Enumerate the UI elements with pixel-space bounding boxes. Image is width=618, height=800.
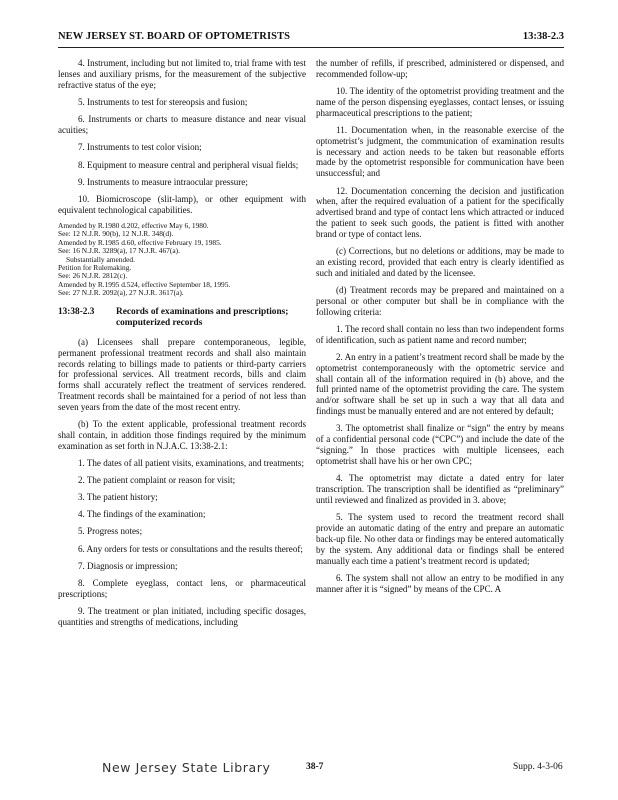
section-number: 13:38-2.3: [58, 306, 95, 317]
list-item: 2. An entry in a patient’s treatment record shall be made by the optometrist contemporaneously with the optometric service and shall contain all of the information required in (b) above, and the full printed name of the optometrist providing the care. The system and/or software shall be set up in such a way that all data and findings must be manually entered and are not entered by default;: [316, 351, 564, 417]
amendment-line: Amended by R.1980 d.202, effective May 6, 1980.: [58, 221, 209, 231]
running-header: [58, 31, 564, 48]
list-item: 2. The patient complaint or reason for visit;: [78, 474, 236, 485]
list-item: 4. The findings of the examination;: [78, 509, 206, 520]
paragraph-c: (c) Corrections, but no deletions or additions, may be made to an existing record, provided that each entry is clearly identified as such and initialed and dated by the licensee.: [316, 246, 564, 279]
list-item: 12. Documentation concerning the decision and justification when, after the required evaluation of a patient for the specifically advertised brand and type of contact lens which attracted or induced the patient to seek such goods, the patient is fitted with another brand or type of contact lens.: [316, 185, 564, 240]
section-title: Records of examinations and prescriptions;: [116, 306, 289, 317]
list-item: 7. Diagnosis or impression;: [78, 560, 178, 571]
list-item: 3. The patient history;: [78, 491, 158, 502]
right-column: [316, 58, 564, 601]
amendment-line: Substantially amended.: [66, 254, 135, 264]
list-item: 5. Progress notes;: [78, 526, 143, 537]
list-item: 5. The system used to record the treatment record shall provide an automatic dating of the entry and prepare an automatic back-up file. No other data or findings may be entered automatically by the system. Any additional data or findings shall be entered manually each time a patient’s treatment record is updated;: [316, 512, 564, 566]
paragraph-b: (b) To the extent applicable, professional treatment records shall contain, in addition those findings required by the minimum examination as set forth in N.J.A.C. 13:38-2.1:: [58, 418, 306, 451]
list-item: 6. Instruments or charts to measure distance and near visual acuities;: [58, 114, 306, 136]
paragraph-a: (a) Licensees shall prepare contemporaneous, legible, permanent professional treatment records and shall also maintain records relating to billings made to patients or third-party carriers for professional services. All treatment records, bills and claim forms shall accurately reflect the treatment of services rendered. Treatment records shall be maintained for a period of not less than seven years from the date of the most recent entry.: [58, 336, 306, 413]
list-item: 3. The optometrist shall finalize or “sign” the entry by means of a confidential personal code (“CPC”) and include the date of the “signing.” In those practices with multiple licensees, each optometrist shall have his or her own CPC;: [316, 423, 564, 467]
list-item: 4. The optometrist may dictate a dated entry for later transcription. The transcription shall be identified as “preliminary” until reviewed and finalized as provided in 3. above;: [316, 473, 564, 506]
list-item: 8. Complete eyeglass, contact lens, or pharmaceutical prescriptions;: [58, 577, 306, 599]
list-item: 4. Instrument, including but not limited to, trial frame with test lenses and auxiliary prisms, for the measurement of the subjective refractive status of the eye;: [58, 58, 306, 90]
library-watermark: New Jersey State Library: [102, 760, 271, 775]
page-number: 38-7: [306, 762, 324, 772]
list-item-continued: the number of refills, if prescribed, administered or dispensed, and recommended follow-up;: [316, 58, 564, 79]
list-item: 1. The dates of all patient visits, examinations, and treatments;: [78, 457, 304, 468]
list-item: 1. The record shall contain no less than two independent forms of identification, such as patient name and record number;: [316, 323, 564, 345]
supplement-date: Supp. 4-3-06: [513, 762, 563, 772]
amendment-line: See: 27 N.J.R. 2092(a), 27 N.J.R. 3617(a).: [58, 288, 184, 298]
list-item: 10. Biomicroscope (slit-lamp), or other equipment with equivalent technological capabilities.: [58, 193, 306, 215]
amendment-line: Amended by R.1985 d.60, effective February 19, 1985.: [58, 237, 222, 247]
paragraph-d: (d) Treatment records may be prepared and maintained on a personal or other computer but shall be in compliance with the following criteria:: [316, 284, 564, 317]
amendment-line: See: 26 N.J.R. 2812(c).: [58, 271, 128, 281]
section-heading: [58, 307, 306, 329]
list-item: 10. The identity of the optometrist providing treatment and the name of the person dispensing eyeglasses, contact lenses, or issuing pharmaceutical prescriptions to the patient;: [316, 85, 564, 118]
left-column: [58, 58, 306, 634]
amendment-line: See: 12 N.J.R. 90(b), 12 N.J.R. 348(d).: [58, 229, 174, 239]
amendment-line: Amended by R.1995 d.524, effective September 18, 1995.: [58, 279, 231, 289]
section-title-continued: computerized records: [116, 317, 203, 328]
amendment-line: Petition for Rulemaking.: [58, 263, 132, 273]
list-item: 6. Any orders for tests or consultations and the results thereof;: [78, 543, 303, 554]
list-item: 5. Instruments to test for stereopsis and fusion;: [78, 97, 248, 108]
list-item: 9. The treatment or plan initiated, including specific dosages, quantities and strengths of medications, including: [58, 606, 306, 627]
list-item: 6. The system shall not allow an entry to be modified in any manner after it is “signed” by means of the CPC. A: [316, 573, 564, 595]
amendment-line: See: 16 N.J.R. 3289(a), 17 N.J.R. 467(a).: [58, 246, 180, 256]
list-item: 9. Instruments to measure intraocular pressure;: [78, 176, 248, 187]
header-title: NEW JERSEY ST. BOARD OF OPTOMETRISTS: [58, 31, 291, 42]
list-item: 11. Documentation when, in the reasonable exercise of the optometrist’s judgment, the communication of examination results is necessary and action needs to be taken but reasonable efforts made by the optometrist responsible for communication have been unsuccessful; and: [316, 124, 564, 179]
list-item: 8. Equipment to measure central and peripheral visual fields;: [78, 159, 299, 170]
header-section-number: 13:38-2.3: [522, 31, 564, 42]
list-item: 7. Instruments to test color vision;: [78, 142, 202, 153]
amendment-history: [58, 222, 306, 298]
